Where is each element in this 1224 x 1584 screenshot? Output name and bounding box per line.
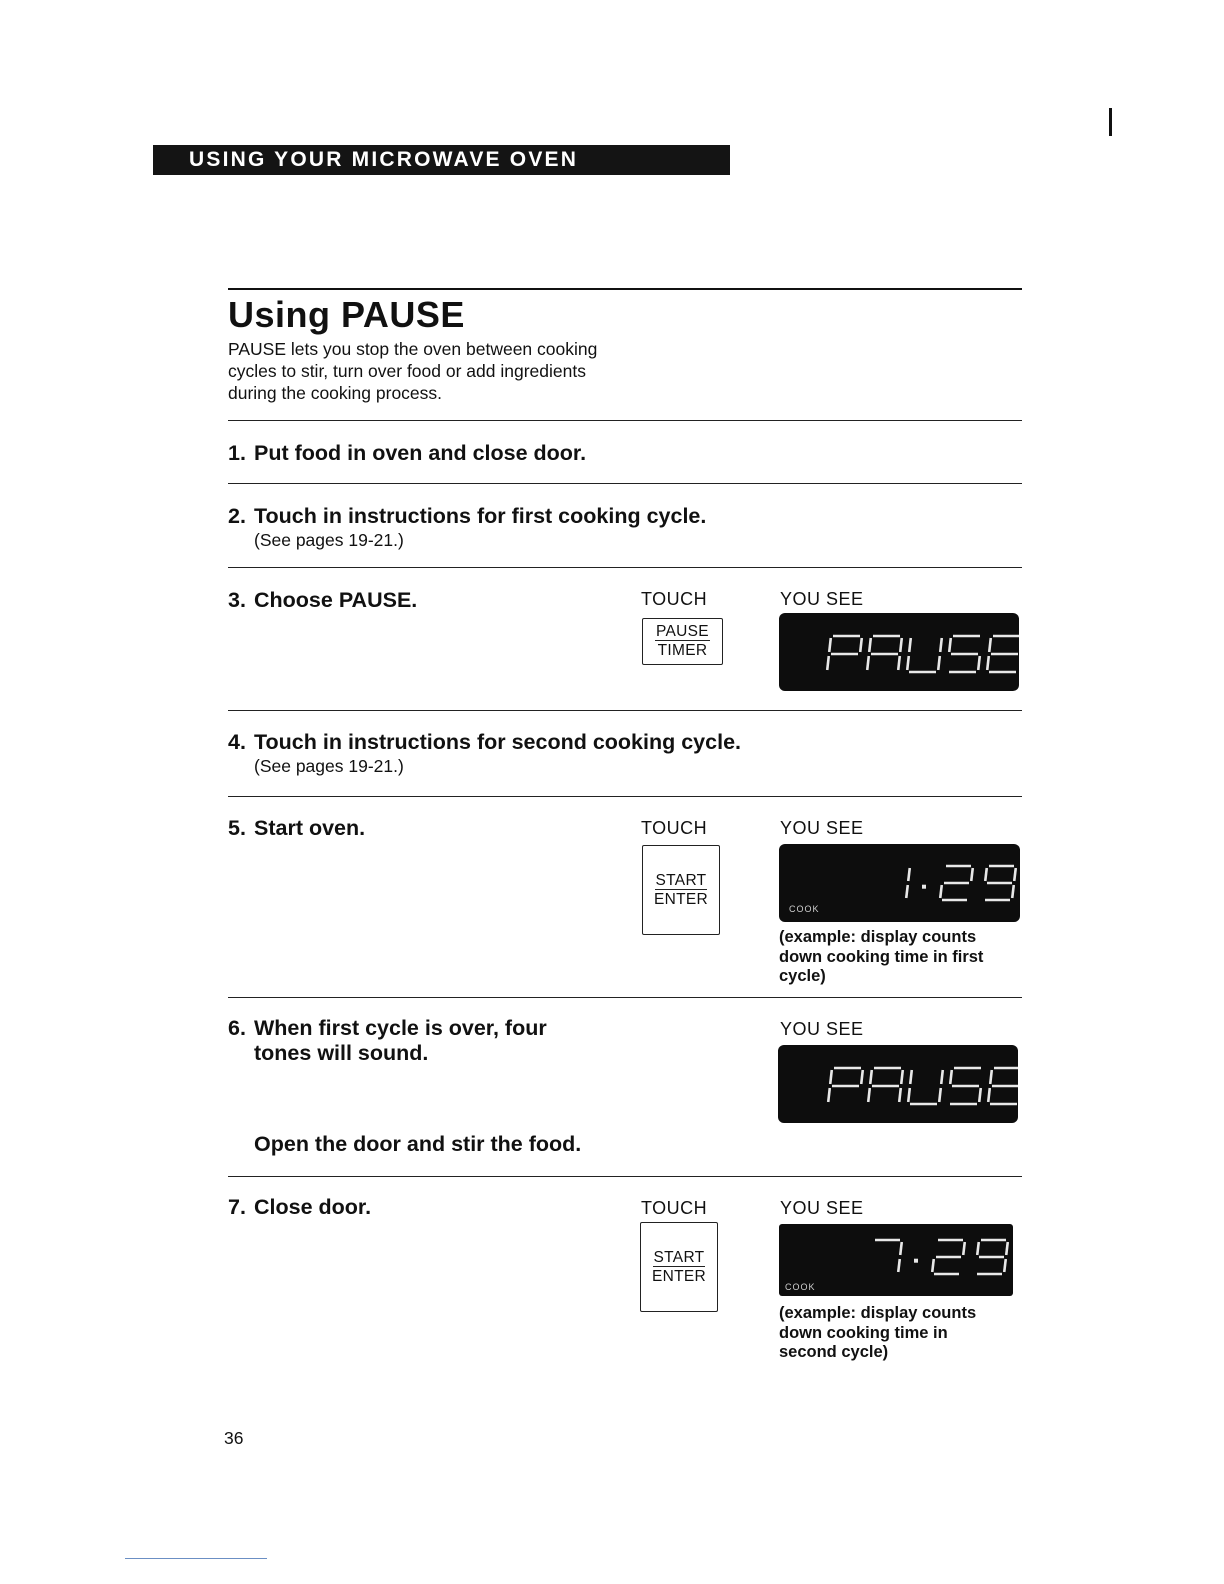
step-text: When first cycle is over, four — [254, 1016, 547, 1040]
display-segment — [979, 1088, 981, 1102]
step-text: Touch in instructions for second cooking cycle. — [254, 730, 742, 754]
step-2-reference: (See pages 19-21.) — [254, 530, 404, 550]
display-countdown-1 — [779, 844, 1020, 922]
display-segment — [971, 868, 973, 881]
touch-label: TOUCH — [641, 1198, 708, 1218]
touch-label: TOUCH — [641, 589, 708, 609]
display-segment — [990, 1070, 992, 1084]
divider — [228, 796, 1022, 797]
display-segment — [963, 1242, 965, 1255]
step-number: 3. — [228, 588, 246, 612]
display-note: (example: display counts down cooking time in first cycle) — [779, 928, 984, 985]
step-number: 2. — [228, 504, 246, 528]
display-segment — [978, 656, 980, 670]
display-segment — [988, 1088, 990, 1102]
display-segment — [899, 1088, 901, 1102]
step-number: 1. — [228, 441, 246, 465]
display-segment — [977, 1242, 979, 1255]
footer-line — [125, 1558, 267, 1559]
divider — [228, 1176, 1022, 1177]
seg-readout — [778, 1045, 1018, 1123]
step-1 — [228, 440, 586, 466]
display-segment — [829, 638, 831, 652]
display-segment — [909, 638, 911, 652]
title-rule — [228, 288, 1022, 290]
display-countdown-2 — [779, 1224, 1013, 1296]
step-text: Touch in instructions for first cooking cycle. — [254, 504, 707, 528]
display-segment — [941, 1070, 943, 1084]
display-segment — [949, 638, 951, 652]
step-7 — [228, 1194, 371, 1220]
display-segment — [907, 656, 909, 670]
display-segment — [950, 1070, 952, 1084]
display-note: (example: display counts down cooking time in second cycle) — [779, 1304, 977, 1361]
key-bottom-label: ENTER — [651, 1267, 707, 1285]
divider — [228, 997, 1022, 998]
display-segment — [830, 1070, 832, 1084]
step-text: Start oven. — [254, 816, 366, 840]
display-segment — [939, 1088, 941, 1102]
step-text: Put food in oven and close door. — [254, 441, 587, 465]
display-segment — [901, 1070, 903, 1084]
touch-label: TOUCH — [641, 818, 708, 838]
display-segment — [860, 638, 862, 652]
you-see-label: YOU SEE — [780, 818, 864, 838]
display-segment — [828, 1088, 830, 1102]
step-number: 4. — [228, 730, 246, 754]
display-segment — [910, 1070, 912, 1084]
display-segment — [870, 1070, 872, 1084]
step-5 — [228, 815, 365, 841]
display-segment — [985, 868, 987, 881]
display-segment — [869, 638, 871, 652]
step-6-extra: Open the door and stir the food. — [254, 1132, 582, 1156]
display-segment — [867, 656, 869, 670]
display-segment — [898, 656, 900, 670]
display-segment — [898, 1259, 900, 1272]
banner-title: USING YOUR MICROWAVE OVEN — [189, 148, 579, 171]
display-segment — [908, 1088, 910, 1102]
display-segment — [1012, 885, 1014, 898]
display-segment — [989, 638, 991, 652]
display-segment — [861, 1070, 863, 1084]
step-text: Choose PAUSE. — [254, 588, 418, 612]
display-segment — [938, 656, 940, 670]
divider — [228, 420, 1022, 421]
key-top-label: PAUSE — [656, 623, 709, 640]
page-title: Using PAUSE — [228, 294, 465, 335]
key-top-label: START — [655, 871, 707, 889]
display-segment — [1004, 1259, 1006, 1272]
divider — [228, 567, 1022, 568]
display-segment — [868, 1088, 870, 1102]
step-number: 7. — [228, 1195, 246, 1219]
intro-paragraph: PAUSE lets you stop the oven between cooking cycles to stir, turn over food or add ingredients during the cooking process. — [228, 339, 598, 403]
step-2 — [228, 503, 706, 529]
pause-timer-key[interactable] — [642, 618, 723, 665]
margin-mark — [1109, 108, 1112, 136]
display-dot — [914, 1259, 918, 1263]
start-enter-key[interactable] — [642, 845, 720, 935]
display-segment — [900, 1242, 902, 1255]
display-segment — [900, 638, 902, 652]
display-dot — [922, 885, 926, 889]
display-segment — [1014, 868, 1016, 881]
cook-indicator: COOK — [785, 1282, 816, 1292]
display-segment — [940, 885, 942, 898]
key-bottom-label: TIMER — [657, 642, 708, 659]
display-segment — [932, 1259, 934, 1272]
start-enter-key[interactable] — [640, 1222, 718, 1312]
display-segment — [827, 656, 829, 670]
key-top-label: START — [653, 1248, 705, 1266]
you-see-label: YOU SEE — [780, 1198, 864, 1218]
display-segment — [987, 656, 989, 670]
you-see-label: YOU SEE — [780, 589, 864, 609]
cook-indicator: COOK — [789, 904, 820, 914]
display-segment — [906, 885, 908, 898]
step-number: 5. — [228, 816, 246, 840]
display-segment — [908, 868, 910, 881]
display-segment — [940, 638, 942, 652]
page-number: 36 — [224, 1428, 244, 1448]
step-4-reference: (See pages 19-21.) — [254, 756, 404, 776]
divider — [228, 710, 1022, 711]
step-number: 6. — [228, 1016, 246, 1040]
step-3 — [228, 587, 417, 613]
step-text: Close door. — [254, 1195, 372, 1219]
key-bottom-label: ENTER — [653, 890, 709, 908]
display-pause-2 — [778, 1045, 1018, 1123]
step-4 — [228, 729, 741, 755]
divider — [228, 483, 1022, 484]
seg-readout — [779, 613, 1019, 691]
step-6 — [228, 1015, 547, 1041]
you-see-label: YOU SEE — [780, 1019, 864, 1039]
display-pause-1 — [779, 613, 1019, 691]
display-segment — [1006, 1242, 1008, 1255]
step-6-continued: tones will sound. — [254, 1041, 429, 1065]
